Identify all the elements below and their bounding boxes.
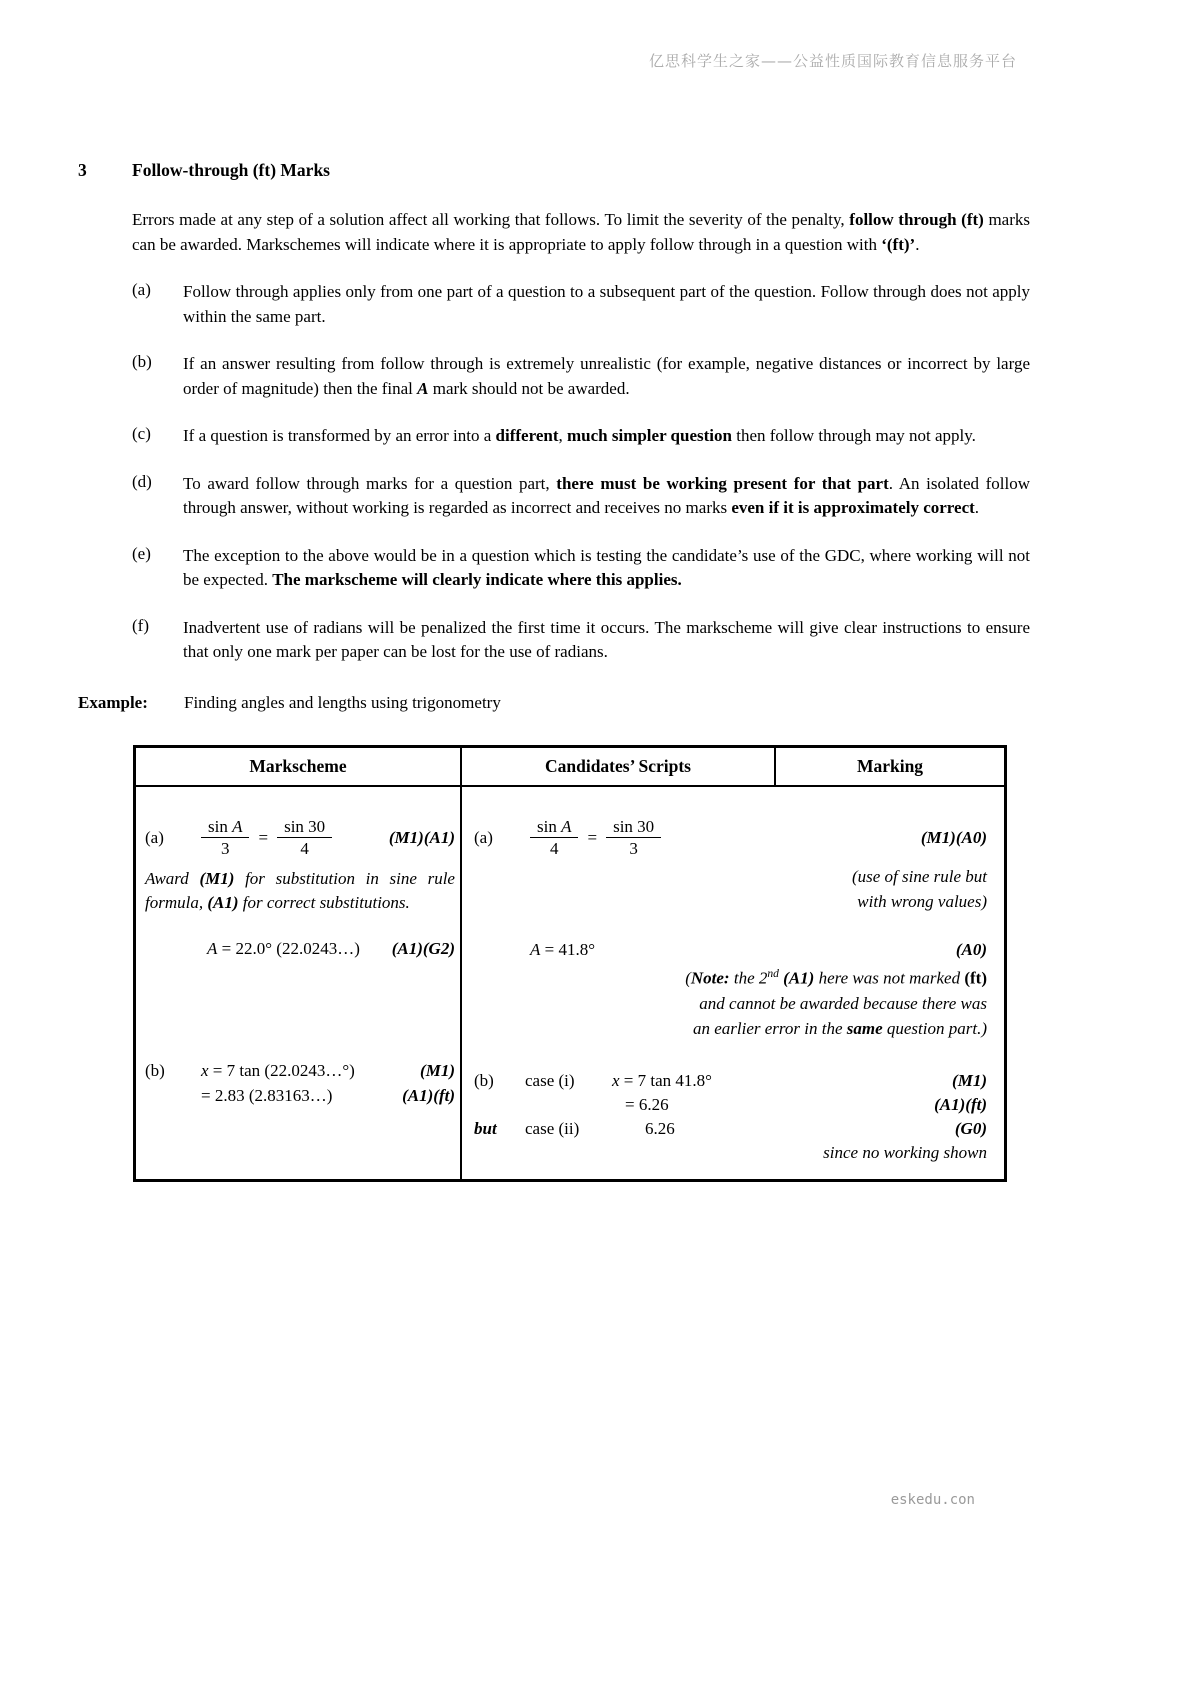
example-text: Finding angles and lengths using trigonometry [184, 692, 501, 712]
list-item-a [132, 280, 1030, 329]
sine-rule-equation [201, 817, 332, 860]
column-header-markscheme: Markscheme [136, 748, 462, 785]
candidate-part-b-case2-row [474, 1119, 987, 1139]
item-label: (a) [132, 280, 151, 299]
mark-codes: (A1)(ft) [402, 1086, 455, 1106]
fraction-numerator: sin 30 [613, 816, 655, 836]
item-text: If a question is transformed by an error into a different, much simpler question then follow through may not apply. [183, 426, 976, 445]
markscheme-part-b-result-row [145, 1086, 455, 1106]
case-label: case (ii) [525, 1118, 580, 1138]
ft-explanation-note [474, 961, 987, 1041]
markscheme-table [133, 745, 1007, 1182]
part-label: (b) [474, 1070, 494, 1090]
item-label: (f) [132, 615, 149, 635]
markscheme-cell [136, 787, 462, 1179]
list-item-b [132, 352, 1030, 401]
candidate-part-a-answer-row [474, 940, 987, 960]
mark-codes: (G0) [954, 1118, 987, 1138]
part-label: (a) [145, 827, 164, 847]
answer-expression: A = 22.0° (22.0243…) [207, 939, 360, 959]
item-text: The exception to the above would be in a question which is testing the candidate’s use of the GDC, where working will not be expected. The markscheme will clearly indicate where this applies. [183, 545, 1030, 589]
mark-codes: (M1) [420, 1061, 455, 1081]
document-content [78, 160, 1030, 1182]
mark-codes: (A0) [955, 940, 987, 960]
section-number: 3 [78, 160, 87, 180]
list-item-c [132, 424, 1030, 449]
table-body-row [136, 787, 1004, 1179]
no-working-note: since no working shown [823, 1142, 987, 1162]
example-row [78, 693, 1030, 713]
example-label: Example: [78, 692, 148, 712]
answer-expression: A = 41.8° [530, 940, 596, 960]
part-label: (a) [474, 827, 493, 847]
equals-sign: = [258, 827, 269, 847]
fraction [277, 817, 332, 860]
fraction-denominator: 4 [277, 837, 332, 859]
working-expression: x = 7 tan (22.0243…°) [201, 1061, 355, 1081]
item-text: To award follow through marks for a question part, there must be working present for that part. An isolated follow through answer, without working is regarded as incorrect and receives no marks even if it is approximately correct. [183, 473, 1030, 517]
fraction-numerator: sin A [208, 816, 243, 836]
value: 6.26 [645, 1118, 675, 1138]
item-text: If an answer resulting from follow through is extremely unrealistic (for example, negative distances or incorrect by large order of magnitude) then the final A mark should not be awarded. [183, 354, 1030, 398]
item-text: Follow through applies only from one part of a question to a subsequent part of the question. Follow through does not apply within the same part. [183, 282, 1030, 326]
mark-codes: (M1)(A1) [388, 827, 455, 847]
table-header-row [136, 748, 1004, 787]
equals-sign: = [587, 827, 598, 847]
comment-line: with wrong values) [857, 891, 987, 911]
mark-codes: (A1)(ft) [934, 1094, 987, 1114]
site-header-watermark: 亿思科学生之家——公益性质国际教育信息服务平台 [648, 52, 1017, 70]
item-label: (b) [132, 352, 152, 371]
marking-comment [474, 865, 987, 914]
candidates-scripts-marking-cell [462, 787, 1004, 1179]
result-expression: = 2.83 (2.83163…) [201, 1086, 333, 1106]
fraction [201, 817, 249, 860]
item-label: (c) [132, 424, 151, 443]
but-label: but [474, 1118, 497, 1138]
list-item-f [132, 616, 1030, 665]
section-title: Follow-through (ft) Marks [132, 160, 330, 180]
section-heading [78, 160, 1030, 181]
fraction [530, 817, 578, 860]
candidate-part-a-formula-row [474, 817, 987, 860]
candidate-part-b-case1-row [474, 1071, 987, 1091]
fraction-denominator: 3 [606, 837, 661, 859]
column-header-marking: Marking [856, 755, 924, 776]
markscheme-award-note: Award (M1) for substitution in sine rule formula, (A1) for correct substitutions. [145, 869, 455, 913]
item-text: Inadvertent use of radians will be penalized the first time it occurs. The markscheme will give clear instructions to ensure that only one mark per paper can be lost for the use of radians. [183, 617, 1030, 661]
comment-line: (use of sine rule but [851, 867, 987, 887]
fraction-numerator: sin 30 [284, 816, 326, 836]
case-label: case (i) [525, 1070, 575, 1090]
result-expression: = 6.26 [625, 1094, 669, 1114]
note-line: and cannot be awarded because there was [699, 993, 987, 1013]
intro-paragraph: Errors made at any step of a solution affect all working that follows. To limit the severity of the penalty, follow through (ft) marks can be awarded. Markschemes will indicate where it is appropriate to apply follow through in a question with ‘(ft)’. [132, 210, 1030, 254]
markscheme-part-a-formula-row [145, 817, 455, 860]
item-label: (e) [132, 543, 151, 563]
mark-codes: (M1)(A0) [920, 827, 987, 847]
mark-codes: (M1) [952, 1070, 987, 1090]
working-expression: x = 7 tan 41.8° [612, 1070, 712, 1090]
fraction-denominator: 3 [201, 837, 249, 859]
markscheme-part-a-answer-row [145, 939, 455, 959]
sine-rule-equation-wrong [530, 817, 661, 860]
part-label: (b) [145, 1061, 165, 1081]
fraction [606, 817, 661, 860]
item-label: (d) [132, 471, 152, 491]
list-item-e [132, 544, 1030, 593]
markscheme-part-b-row [145, 1061, 455, 1081]
fraction-numerator: sin A [537, 816, 572, 836]
note-line: (Note: the 2nd (A1) here was not marked (ft) [685, 967, 987, 988]
column-header-candidates-scripts: Candidates’ Scripts [462, 748, 776, 785]
note-line: an earlier error in the same question part.) [692, 1018, 987, 1038]
footer-watermark: eskedu.con [890, 1492, 975, 1508]
mark-codes: (A1)(G2) [391, 939, 455, 959]
fraction-denominator: 4 [530, 837, 578, 859]
candidate-part-b-case1-result-row [474, 1095, 987, 1115]
list-item-d [132, 472, 1030, 521]
